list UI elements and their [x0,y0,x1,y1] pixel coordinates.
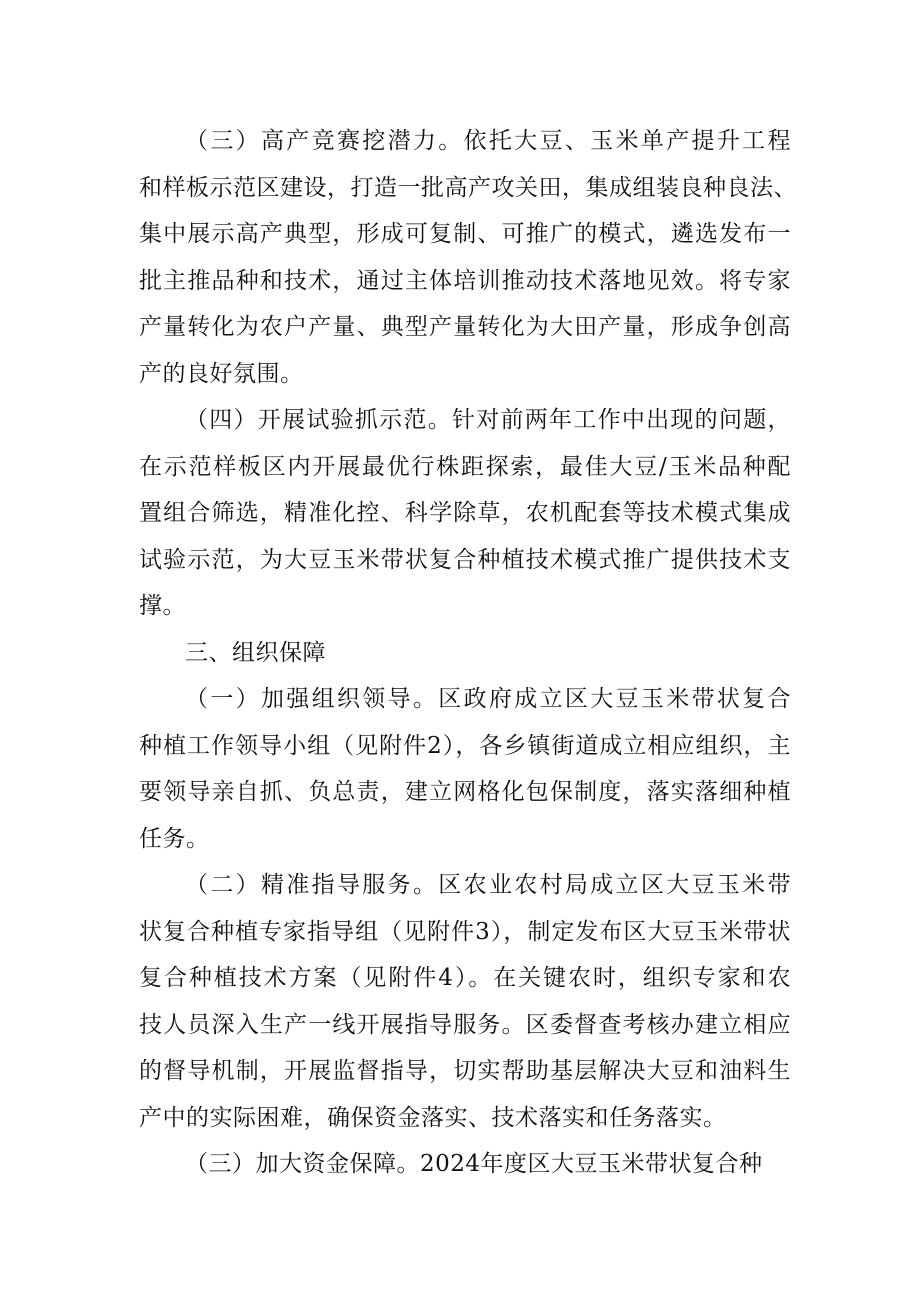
text-line: （三）高产竞赛挖潜力。依托大豆、玉米单产提升工程 [185,128,791,154]
text-line: 批主推品种和技术，通过主体培训推动技术落地见效。将专家 [139,267,791,294]
text-line: （一）加强组织领导。区政府成立区大豆玉米带状复合 [185,686,791,712]
text-line: 撑。 [139,593,186,619]
paragraph-high-yield-competition [139,118,797,397]
paragraph-funding [139,1141,791,1188]
text-line: 产的良好氛围。 [139,360,304,387]
paragraph-guidance-service [139,862,791,1141]
text-line: 产中的实际困难，确保资金落实、技术落实和任务落实。 [139,1104,727,1131]
text-line: 在示范样板区内开展最优行株距探索，最佳大豆/玉米品种配 [139,453,791,480]
text-line: 试验示范，为大豆玉米带状复合种植技术模式推广提供技术支 [139,546,791,573]
paragraph-trial-demonstration [139,397,791,630]
text-line: 任务。 [139,825,210,852]
text-line: 要领导亲自抓、负总责，建立网格化包保制度，落实落细种植 [139,779,791,805]
text-line: 的督导机制，开展监督指导，切实帮助基层解决大豆和油料生 [139,1058,791,1084]
text-line: 技人员深入生产一线开展指导服务。区委督查考核办建立相应 [139,1011,791,1038]
text-line: 置组合筛选，精准化控、科学除草，农机配套等技术模式集成 [139,500,791,526]
text-line: 集中展示高产典型，形成可复制、可推广的模式，遴选发布一 [139,221,791,247]
text-line: （三）加大资金保障。2024年度区大豆玉米带状复合种 [185,1151,763,1177]
section-heading-organization [139,630,791,677]
text-line: （二）精准指导服务。区农业农村局成立区大豆玉米带 [185,872,791,898]
paragraph-leadership [139,676,791,862]
text-line: 状复合种植专家指导组（见附件3），制定发布区大豆玉米带状 [139,918,791,945]
text-line: 种植工作领导小组（见附件2），各乡镇街道成立相应组织，主 [139,732,791,759]
text-line: 和样板示范区建设，打造一批高产攻关田，集成组装良种良法、 [139,174,797,201]
document-body [139,118,797,1188]
section-heading: 三、组织保障 [185,639,326,666]
text-line: 产量转化为农户产量、典型产量转化为大田产量，形成争创高 [139,314,791,340]
text-line: 复合种植技术方案（见附件4）。在关键农时，组织专家和农 [139,965,791,991]
text-line: （四）开展试验抓示范。针对前两年工作中出现的问题， [185,407,791,433]
